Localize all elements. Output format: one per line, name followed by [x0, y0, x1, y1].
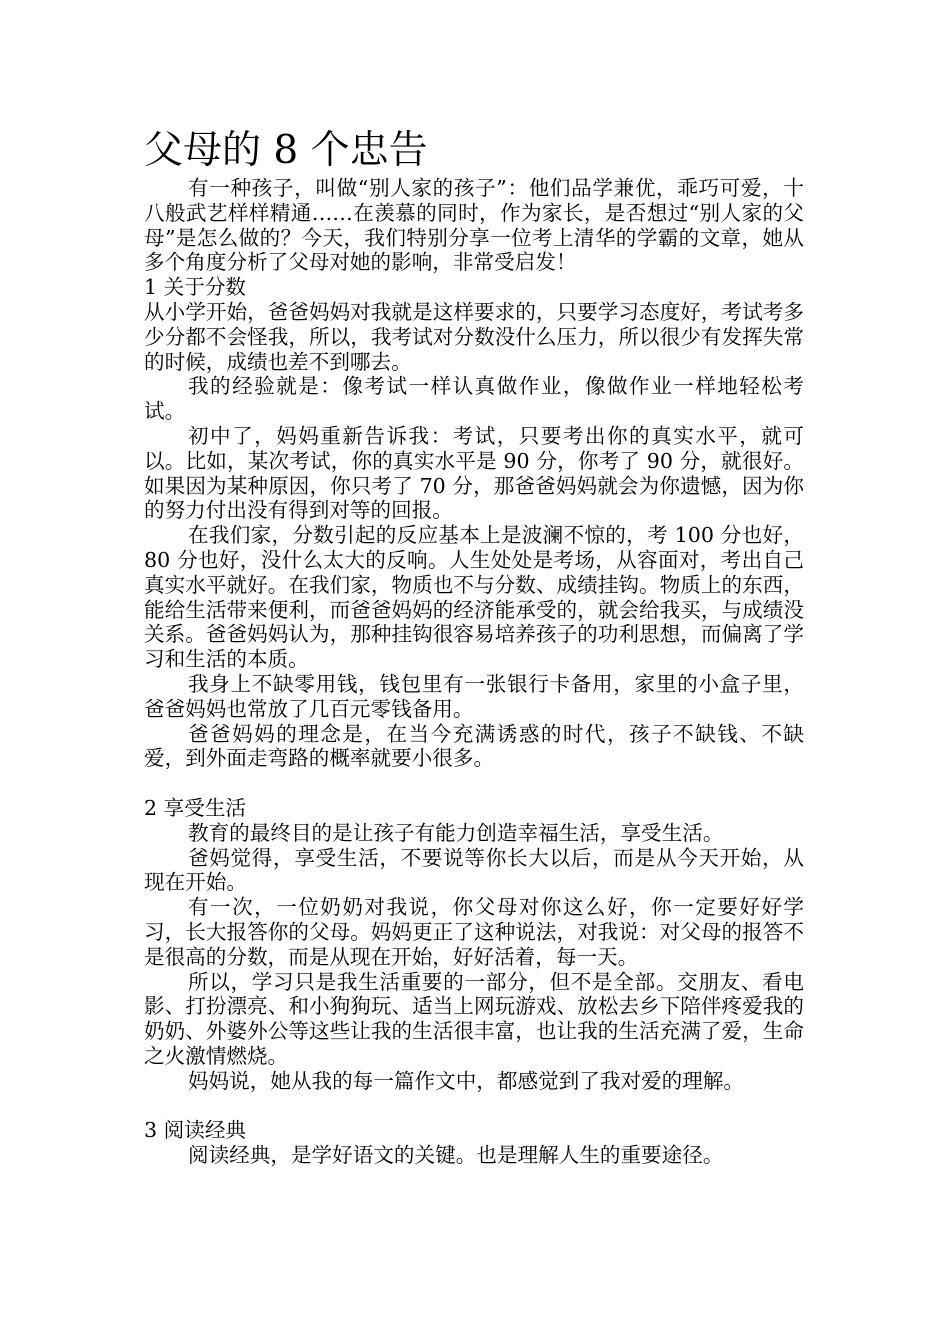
document-page [144, 126, 804, 1168]
section-spacer [144, 1093, 804, 1118]
paragraph: 在我们家，分数引起的反应基本上是波澜不惊的，考 100 分也好，80 分也好，没什么太大的反响。人生处处是考场，从容面对，考出自己真实水平就好。在我们家，物质也不与分数、成绩挂钩。物质上的东西，能给生活带来便利，而爸爸妈妈的经济能承受的，就会给我买，与成绩没关系。爸爸妈妈认为，那种挂钩很容易培养孩子的功利思想，而偏离了学习和生活的本质。 [144, 523, 804, 672]
paragraph: 阅读经典，是学好语文的关键。也是理解人生的重要途径。 [188, 1143, 724, 1168]
paragraph: 我身上不缺零用钱，钱包里有一张银行卡备用，家里的小盒子里，爸爸妈妈也常放了几百元零钱备用。 [144, 671, 804, 721]
document-title: 父母的 8 个忠告 [144, 128, 428, 173]
paragraph: 我的经验就是：像考试一样认真做作业，像做作业一样地轻松考试。 [144, 374, 804, 424]
paragraph: 有一次，一位奶奶对我说，你父母对你这么好，你一定要好好学习，长大报答你的父母。妈妈更正了这种说法，对我说：对父母的报答不是很高的分数，而是从现在开始，好好活着，每一天。 [144, 895, 804, 969]
paragraph: 爸爸妈妈的理念是，在当今充满诱惑的时代，孩子不缺钱、不缺爱，到外面走弯路的概率就要小很多。 [144, 721, 804, 771]
section-heading-scores: 1 关于分数 [144, 275, 247, 300]
paragraph: 所以，学习只是我生活重要的一部分，但不是全部。交朋友、看电影、打扮漂亮、和小狗狗玩、适当上网玩游戏、放松去乡下陪伴疼爱我的奶奶、外婆外公等这些让我的生活很丰富，也让我的生活充满了爱，生命之火激情燃烧。 [144, 969, 804, 1068]
section-spacer [144, 771, 804, 796]
paragraph: 爸妈觉得，享受生活，不要说等你长大以后，而是从今天开始，从现在开始。 [144, 845, 804, 895]
intro-paragraph: 有一种孩子，叫做“别人家的孩子”：他们品学兼优，乖巧可爱，十八般武艺样样精通……在羡慕的同时，作为家长，是否想过“别人家的父母”是怎么做的？今天，我们特别分享一位考上清华的学霸的文章，她从多个角度分析了父母对她的影响，非常受启发！ [144, 176, 804, 275]
paragraph: 初中了，妈妈重新告诉我：考试，只要考出你的真实水平，就可以。比如，某次考试，你的真实水平是 90 分，你考了 90 分，就很好。如果因为某种原因，你只考了 70 分，那爸爸妈妈就会为你遗憾，因为你的努力付出没有得到对等的回报。 [144, 423, 804, 523]
section-heading-classics: 3 阅读经典 [144, 1118, 247, 1143]
paragraph: 妈妈说，她从我的每一篇作文中，都感觉到了我对爱的理解。 [188, 1068, 745, 1093]
paragraph: 从小学开始，爸爸妈妈对我就是这样要求的，只要学习态度好，考试考多少分都不会怪我，所以，我考试对分数没什么压力，所以很少有发挥失常的时候，成绩也差不到哪去。 [144, 299, 804, 374]
section-heading-enjoy-life: 2 享受生活 [144, 795, 247, 820]
paragraph: 教育的最终目的是让孩子有能力创造幸福生活，享受生活。 [188, 820, 724, 845]
